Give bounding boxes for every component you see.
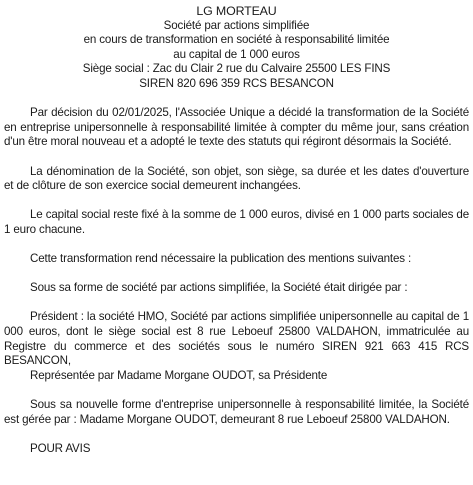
siren-number: SIREN 820 696 359 RCS BESANCON xyxy=(139,76,334,90)
paragraph-publication: Cette transformation rend nécessaire la publication des mentions suivantes : xyxy=(30,252,412,266)
notice-header xyxy=(4,4,469,92)
closing-mention: POUR AVIS xyxy=(30,441,91,455)
legal-form: Société par actions simplifiée xyxy=(163,18,310,32)
paragraph-representative: Représentée par Madame Morgane OUDOT, sa Présidente xyxy=(30,368,328,382)
paragraph-decision: Par décision du 02/01/2025, l'Associée Unique a décidé la transformation de la Société en entreprise unipersonnelle à responsabilité limitée à compter du même jour, sans création d'un être moral nouveau et a adopté le texte des statuts qui régiront désormais la Société. xyxy=(4,106,469,149)
registered-office: Siège social : Zac du Clair 2 rue du Calvaire 25500 LES FINS xyxy=(82,62,391,76)
company-name: LG MORTEAU xyxy=(196,4,277,18)
paragraph-new-form: Sous sa nouvelle forme d'entreprise unipersonnelle à responsabilité limitée, la Société est gérée par : Madame Morgane OUDOT, demeurant 8 rue Leboeuf 25800 VALDAHON. xyxy=(4,398,469,426)
paragraph-former-form: Sous sa forme de société par actions simplifiée, la Société était dirigée par : xyxy=(30,281,408,295)
paragraph-capital: Le capital social reste fixé à la somme de 1 000 euros, divisé en 1 000 parts sociales de 1 euro chacune. xyxy=(4,208,469,236)
paragraph-unchanged: La dénomination de la Société, son objet, son siège, sa durée et les dates d'ouverture et de clôture de son exercice social demeurent inchangées. xyxy=(4,164,469,193)
transformation-status: en cours de transformation en société à responsabilité limitée xyxy=(83,33,390,47)
share-capital: au capital de 1 000 euros xyxy=(173,47,300,61)
paragraph-president: Président : la société HMO, Société par actions simplifiée unipersonnelle au capital de 1 000 euros, dont le siège social est 8 rue Leboeuf 25800 VALDAHON, immatriculée au Registre du commerce et des sociétés sous le numéro SIREN 921 663 415 RCS BESANCON, xyxy=(4,310,469,368)
